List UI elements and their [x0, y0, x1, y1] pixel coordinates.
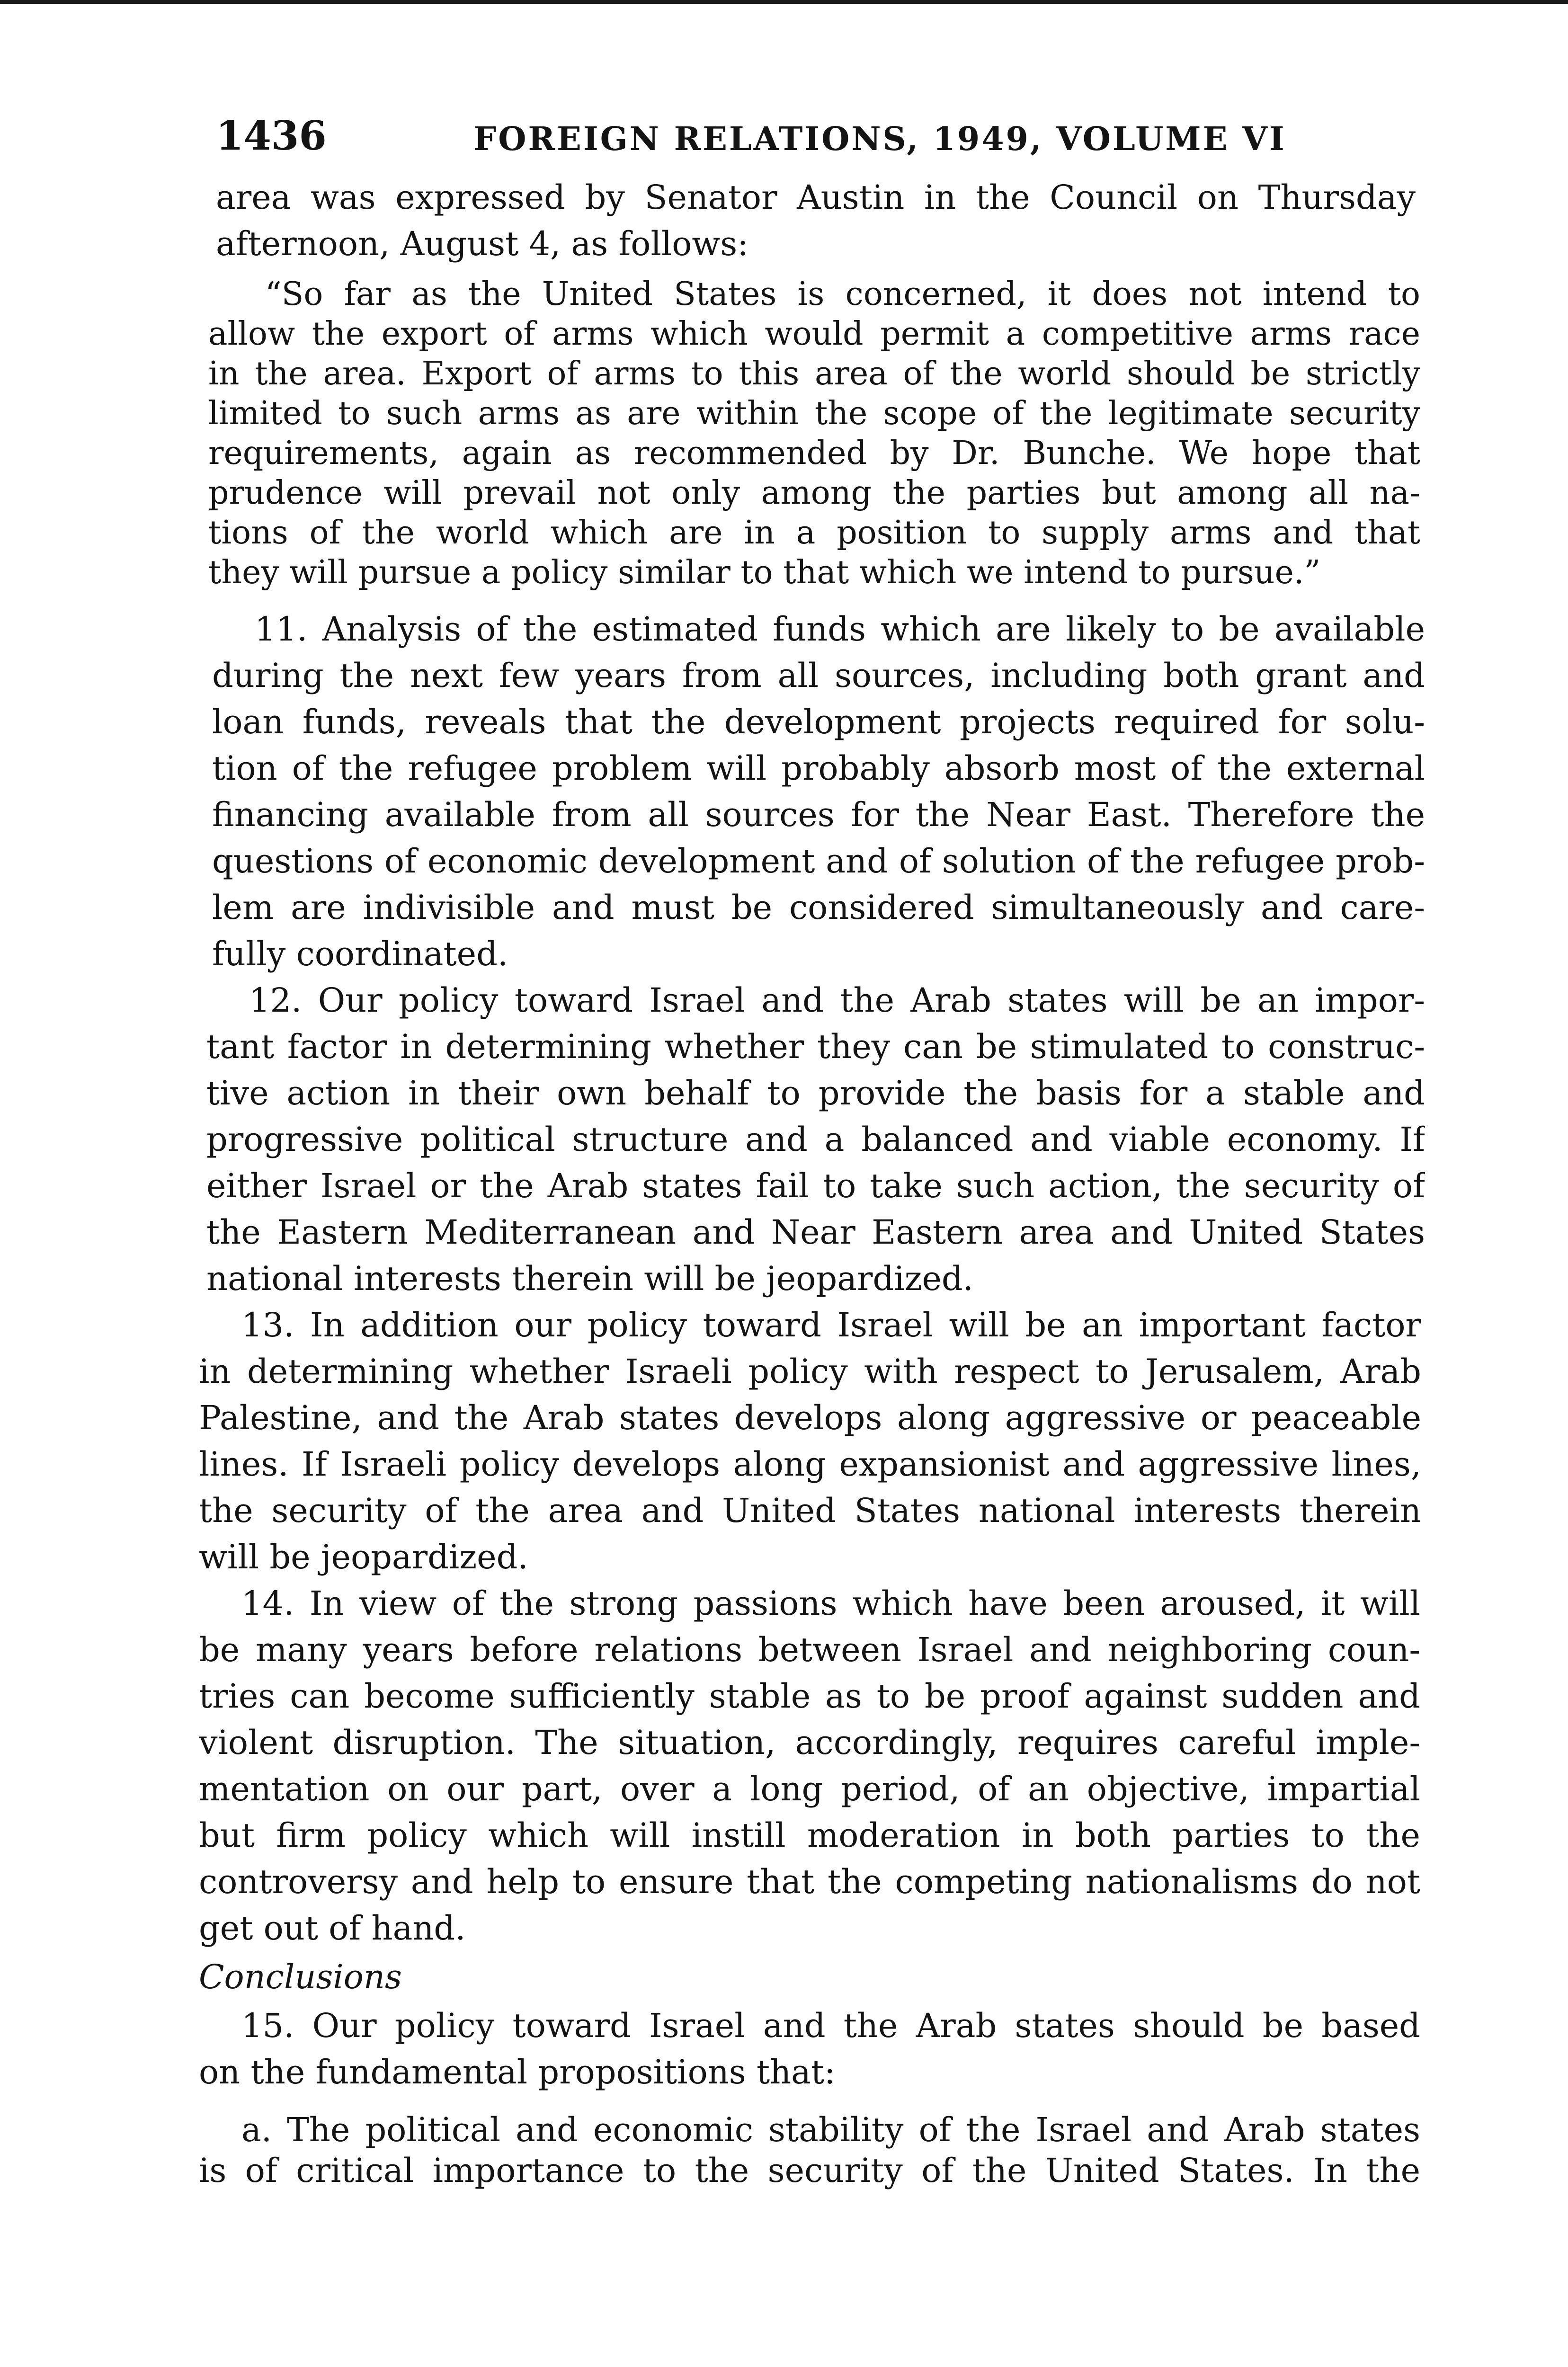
text-line: lines. If Israeli policy develops along expansionist and aggressive lines, [199, 1445, 1421, 1484]
paragraph-15 [199, 2002, 1420, 2095]
text-line: financing available from all sources for the Near East. Therefore the [212, 795, 1425, 834]
text-line: they will pursue a policy similar to that which we intend to pursue.” [208, 554, 1321, 591]
text-line: get out of hand. [199, 1909, 466, 1948]
text-line: be many years before relations between Israel and neighboring coun- [199, 1630, 1420, 1669]
text-line: during the next few years from all sources, including both grant and [212, 656, 1425, 695]
text-line: 14. In view of the strong passions which have been aroused, it will [241, 1584, 1420, 1623]
text-line: 15. Our policy toward Israel and the Arab states should be based [241, 2006, 1420, 2045]
austin-quote [208, 275, 1420, 593]
text-line: either Israel or the Arab states fail to take such action, the security of [206, 1166, 1425, 1205]
text-line: tant factor in determining whether they can be stimulated to construc- [206, 1027, 1425, 1066]
paragraph-14 [199, 1580, 1420, 1951]
text-line: on the fundamental propositions that: [199, 2053, 836, 2091]
text-line: lem are indivisible and must be considered simultaneously and care- [212, 888, 1425, 927]
text-line: prudence will prevail not only among the parties but among all na- [208, 474, 1420, 512]
text-line: in determining whether Israeli policy with respect to Jerusalem, Arab [199, 1352, 1421, 1391]
intro-paragraph [216, 174, 1416, 267]
text-line: afternoon, August 4, as follows: [216, 224, 748, 263]
text-line: requirements, again as recommended by Dr. Bunche. We hope that [208, 435, 1420, 472]
text-line: tions of the world which are in a position to supply arms and that [208, 514, 1420, 552]
text-line: 11. Analysis of the estimated funds which are likely to be available [255, 610, 1425, 649]
text-line: national interests therein will be jeopardized. [206, 1259, 973, 1298]
text-line: tries can become sufficiently stable as to be proof against sudden and [199, 1677, 1420, 1716]
text-line: tive action in their own behalf to provide the basis for a stable and [206, 1074, 1425, 1112]
text-line: “So far as the United States is concerned, it does not intend to [265, 276, 1420, 313]
text-line: controversy and help to ensure that the competing nationalisms do not [199, 1862, 1420, 1901]
paragraph-15a [199, 2109, 1420, 2191]
text-line: in the area. Export of arms to this area of the world should be strictly [208, 355, 1420, 392]
paragraph-13 [199, 1302, 1421, 1580]
text-line: questions of economic development and of solution of the refugee prob- [212, 842, 1425, 881]
page-number: 1436 [216, 112, 327, 159]
text-line: a. The political and economic stability of the Israel and Arab states [241, 2110, 1420, 2149]
text-line: Palestine, and the Arab states develops along aggressive or peaceable [199, 1398, 1421, 1437]
text-line: mentation on our part, over a long period, of an objective, impartial [199, 1770, 1420, 1808]
text-line: the security of the area and United States national interests therein [199, 1491, 1421, 1530]
text-line: fully coordinated. [212, 934, 508, 973]
document-page [199, 110, 1458, 2191]
text-line: but firm policy which will instill moderation in both parties to the [199, 1816, 1420, 1855]
text-line: area was expressed by Senator Austin in the Council on Thursday [216, 178, 1416, 217]
text-line: the Eastern Mediterranean and Near Eastern area and United States [206, 1213, 1425, 1252]
conclusions-heading: Conclusions [199, 1958, 402, 1996]
text-line: will be jeopardized. [199, 1538, 528, 1576]
text-line: progressive political structure and a balanced and viable economy. If [206, 1120, 1425, 1159]
text-line: 12. Our policy toward Israel and the Arab states will be an impor- [249, 981, 1425, 1020]
text-line: violent disruption. The situation, accordingly, requires careful imple- [199, 1723, 1420, 1762]
text-line: loan funds, reveals that the development projects required for solu- [212, 703, 1425, 741]
text-line: limited to such arms as are within the scope of the legitimate security [208, 395, 1420, 432]
paragraph-12 [206, 977, 1425, 1302]
text-line: tion of the refugee problem will probably absorb most of the external [212, 749, 1425, 788]
text-line: allow the export of arms which would permit a competitive arms race [208, 315, 1420, 353]
paragraph-11 [212, 606, 1425, 977]
text-line: 13. In addition our policy toward Israel will be an important factor [241, 1306, 1421, 1344]
running-title: FOREIGN RELATIONS, 1949, VOLUME VI [473, 120, 1286, 158]
text-line: is of critical importance to the security of the United States. In the [199, 2151, 1420, 2190]
page-top-edge [0, 0, 1568, 4]
running-head [199, 110, 1458, 167]
